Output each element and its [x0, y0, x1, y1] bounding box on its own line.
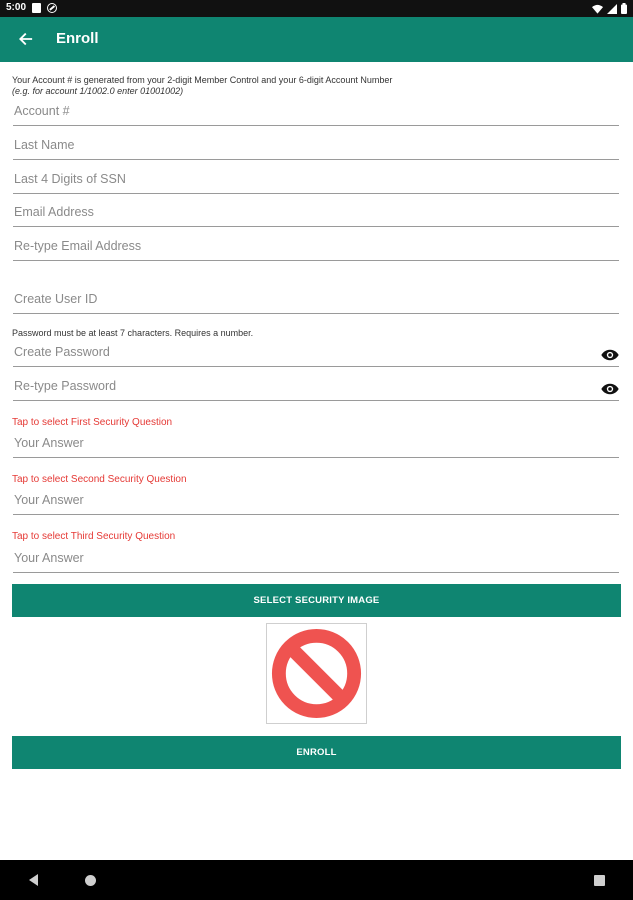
email-confirm-field[interactable]	[13, 227, 619, 261]
arrow-left-icon	[19, 32, 33, 46]
password-input[interactable]	[13, 339, 619, 365]
back-button[interactable]	[14, 27, 38, 51]
select-security-image-button[interactable]: SELECT SECURITY IMAGE	[12, 584, 621, 617]
wifi-icon	[592, 4, 603, 14]
last-name-input[interactable]	[13, 132, 619, 158]
second-answer-input[interactable]	[13, 487, 619, 513]
no-entry-icon	[267, 624, 366, 723]
third-security-question-selector[interactable]: Tap to select Third Security Question	[12, 531, 176, 542]
eye-icon[interactable]	[601, 348, 619, 362]
account-example-text: (e.g. for account 1/1002.0 enter 01001002)	[12, 86, 184, 96]
password-confirm-field[interactable]	[13, 367, 619, 401]
nav-recents-icon[interactable]	[594, 875, 605, 886]
enroll-button[interactable]: ENROLL	[12, 736, 621, 769]
user-id-field[interactable]	[13, 280, 619, 314]
notification-square-icon	[32, 3, 41, 13]
second-answer-field[interactable]	[13, 481, 619, 515]
user-id-input[interactable]	[13, 286, 619, 312]
page-title: Enroll	[56, 30, 99, 47]
password-help-text: Password must be at least 7 characters. Requires a number.	[12, 328, 254, 338]
status-bar	[0, 0, 633, 17]
password-confirm-input[interactable]	[13, 373, 619, 399]
first-answer-field[interactable]	[13, 424, 619, 458]
ssn-field[interactable]	[13, 160, 619, 194]
third-answer-field[interactable]	[13, 539, 619, 573]
status-time: 5:00	[6, 2, 27, 13]
third-answer-input[interactable]	[13, 545, 619, 571]
signal-icon	[607, 4, 617, 14]
email-confirm-input[interactable]	[13, 233, 619, 259]
battery-icon	[621, 3, 627, 14]
enroll-form	[0, 62, 633, 860]
second-security-question-selector[interactable]: Tap to select Second Security Question	[12, 474, 187, 485]
system-nav-bar	[0, 860, 633, 900]
do-not-disturb-icon	[47, 3, 57, 13]
email-field[interactable]	[13, 193, 619, 227]
account-number-input[interactable]	[13, 98, 619, 124]
first-answer-input[interactable]	[13, 430, 619, 456]
first-security-question-selector[interactable]: Tap to select First Security Question	[12, 417, 173, 428]
nav-back-icon[interactable]	[29, 874, 38, 886]
email-input[interactable]	[13, 199, 619, 225]
last-name-field[interactable]	[13, 126, 619, 160]
security-image-preview[interactable]	[266, 623, 367, 724]
password-field[interactable]	[13, 333, 619, 367]
account-help-text: Your Account # is generated from your 2-digit Member Control and your 6-digit Account Number	[12, 75, 393, 85]
nav-home-icon[interactable]	[85, 875, 96, 886]
ssn-input[interactable]	[13, 166, 619, 192]
eye-icon[interactable]	[601, 382, 619, 396]
app-bar	[0, 17, 633, 62]
account-number-field[interactable]	[13, 92, 619, 126]
